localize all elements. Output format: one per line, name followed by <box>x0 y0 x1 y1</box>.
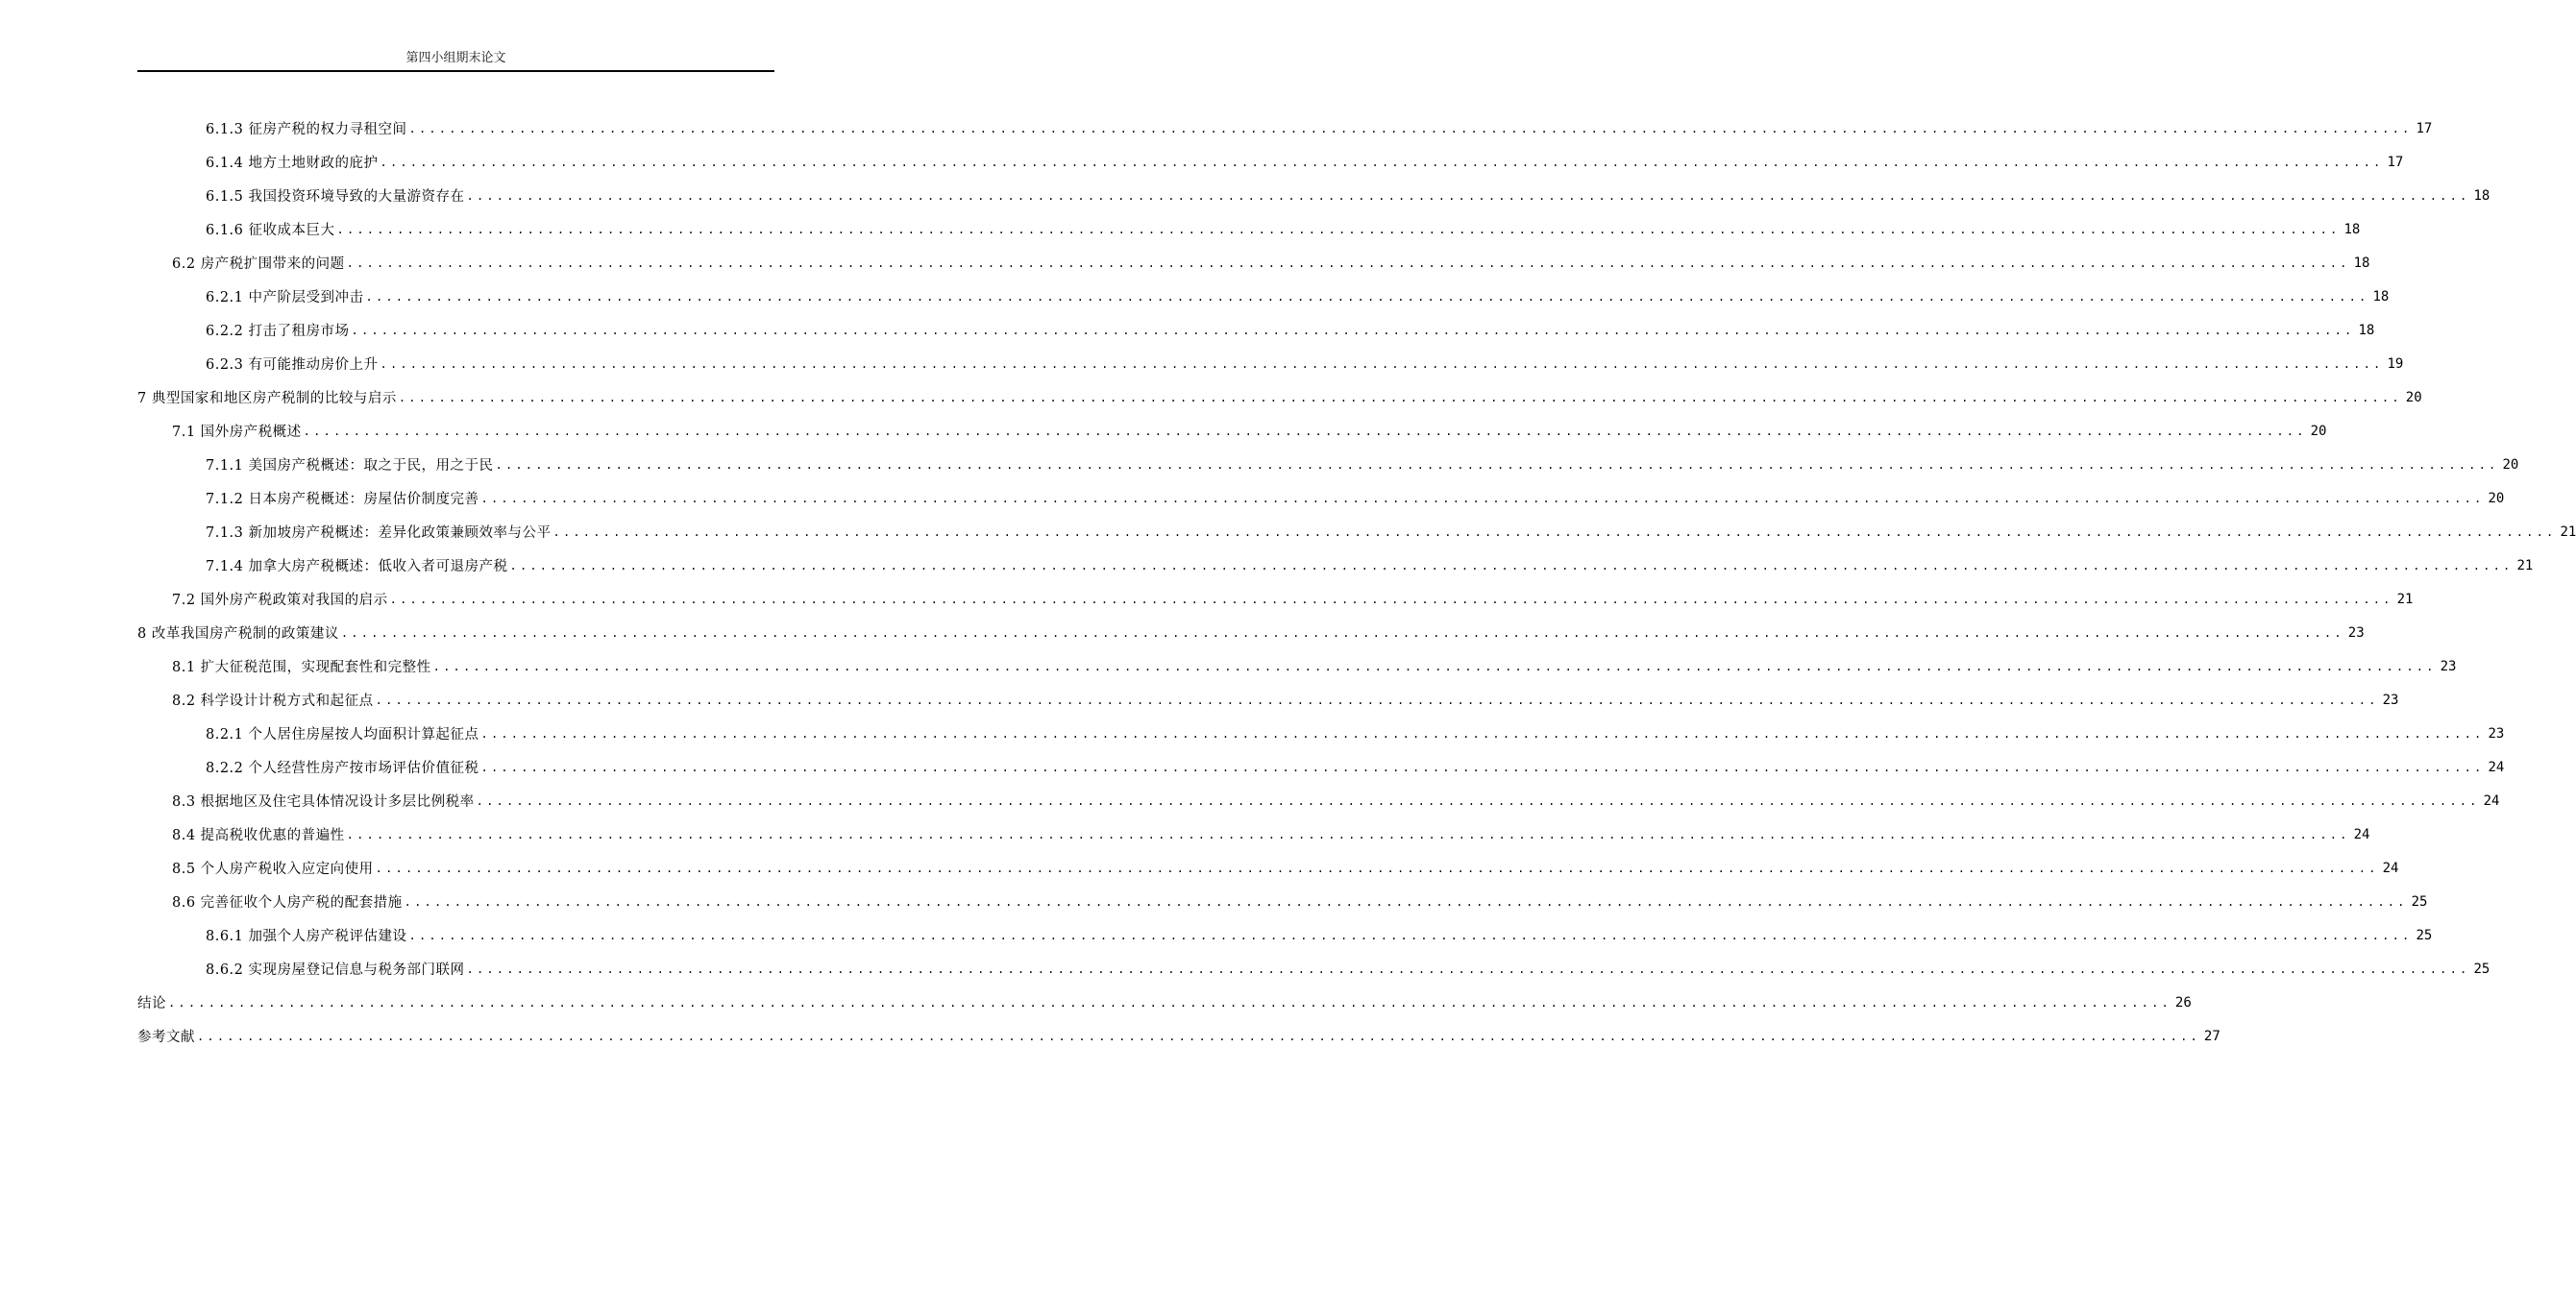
toc-entry[interactable] <box>137 280 2390 313</box>
toc-entry-page-number: 25 <box>2411 893 2428 910</box>
toc-entry-page-number: 25 <box>2416 927 2433 943</box>
toc-entry[interactable] <box>137 1019 2220 1053</box>
toc-entry-title: 7.1.2 日本房产税概述：房屋估价制度完善 <box>206 492 479 507</box>
toc-dot-leader: ........................................................................................................................................................................................................ <box>480 726 2485 741</box>
toc-entry-page-number: 24 <box>2353 826 2370 842</box>
toc-entry-page-number: 24 <box>2483 792 2500 809</box>
toc-entry-title: 6.2.2 打击了租房市场 <box>206 324 350 339</box>
toc-entry-page-number: 20 <box>2488 490 2505 506</box>
toc-entry-page-number: 20 <box>2310 423 2327 439</box>
toc-dot-leader: ........................................................................................................................................................................................................ <box>480 760 2485 774</box>
toc-entry-title: 6.1.5 我国投资环境导致的大量游资存在 <box>206 189 465 205</box>
toc-entry-title: 8.3 根据地区及住宅具体情况设计多层比例税率 <box>172 794 475 810</box>
toc-entry-page-number: 26 <box>2174 994 2192 1011</box>
toc-entry-title: 7.1.3 新加坡房产税概述：差异化政策兼顾效率与公平 <box>206 525 552 541</box>
toc-dot-leader: ........................................................................................................................................................................................................ <box>336 222 2341 236</box>
toc-entry[interactable] <box>137 683 2399 717</box>
toc-entry[interactable] <box>137 246 2370 280</box>
toc-entry-page-number: 21 <box>2396 591 2414 607</box>
toc-entry-title: 参考文献 <box>137 1030 195 1045</box>
toc-dot-leader: ........................................................................................................................................................................................................ <box>375 861 2379 875</box>
toc-entry-title: 8 改革我国房产税制的政策建议 <box>137 626 339 642</box>
toc-entry[interactable] <box>137 851 2399 885</box>
toc-entry[interactable] <box>137 212 2361 246</box>
toc-dot-leader: ........................................................................................................................................................................................................ <box>346 256 2350 270</box>
toc-entry[interactable] <box>137 717 2505 750</box>
toc-dot-leader: ........................................................................................................................................................................................................ <box>466 962 2470 976</box>
toc-dot-leader: ........................................................................................................................................................................................................ <box>303 424 2307 438</box>
toc-entry[interactable] <box>137 548 2534 582</box>
toc-entry[interactable] <box>137 515 2576 548</box>
toc-dot-leader: ........................................................................................................................................................................................................ <box>197 1029 2200 1043</box>
toc-dot-leader: ........................................................................................................................................................................................................ <box>476 793 2480 808</box>
toc-entry-title: 结论 <box>137 996 166 1011</box>
table-of-contents <box>137 111 2576 1053</box>
toc-entry-title: 6.2.3 有可能推动房价上升 <box>206 357 379 373</box>
toc-dot-leader: ........................................................................................................................................................................................................ <box>398 390 2402 404</box>
toc-entry[interactable] <box>137 649 2457 683</box>
toc-entry-page-number: 23 <box>2382 692 2399 708</box>
toc-dot-leader: ........................................................................................................................................................................................................ <box>404 894 2408 909</box>
toc-entry-title: 6.1.4 地方土地财政的庇护 <box>206 156 379 171</box>
toc-entry-page-number: 27 <box>2203 1028 2220 1044</box>
toc-entry-page-number: 20 <box>2502 456 2519 473</box>
toc-entry[interactable] <box>137 145 2404 179</box>
toc-entry-title: 7.1.4 加拿大房产税概述：低收入者可退房产税 <box>206 559 508 574</box>
toc-entry-title: 7 典型国家和地区房产税制的比较与启示 <box>137 391 397 406</box>
toc-entry-title: 7.2 国外房产税政策对我国的启示 <box>172 593 388 608</box>
toc-entry-title: 6.1.6 征收成本巨大 <box>206 223 335 238</box>
toc-entry-page-number: 18 <box>2358 322 2375 338</box>
toc-dot-leader: ........................................................................................................................................................................................................ <box>380 356 2384 371</box>
toc-entry-page-number: 24 <box>2488 759 2505 775</box>
toc-entry[interactable] <box>137 784 2500 817</box>
toc-entry[interactable] <box>137 347 2404 380</box>
toc-entry[interactable] <box>137 986 2192 1019</box>
toc-entry-page-number: 19 <box>2387 355 2404 372</box>
toc-entry[interactable] <box>137 918 2433 952</box>
toc-dot-leader: ........................................................................................................................................................................................................ <box>380 155 2384 169</box>
toc-entry-title: 8.2 科学设计计税方式和起征点 <box>172 694 374 709</box>
toc-dot-leader: ........................................................................................................................................................................................................ <box>340 625 2344 640</box>
toc-dot-leader: ........................................................................................................................................................................................................ <box>495 457 2499 472</box>
toc-entry-page-number: 18 <box>2343 221 2361 237</box>
toc-dot-leader: ........................................................................................................................................................................................................ <box>389 592 2393 606</box>
toc-dot-leader: ........................................................................................................................................................................................................ <box>466 188 2470 203</box>
toc-entry-title: 7.1.1 美国房产税概述：取之于民，用之于民 <box>206 458 494 474</box>
toc-entry-title: 8.2.2 个人经营性房产按市场评估价值征税 <box>206 761 479 776</box>
toc-entry-page-number: 20 <box>2405 389 2422 405</box>
toc-entry-page-number: 24 <box>2382 860 2399 876</box>
toc-entry-title: 6.1.3 征房产税的权力寻租空间 <box>206 122 407 137</box>
toc-entry-title: 8.4 提高税收优惠的普遍性 <box>172 828 345 843</box>
toc-entry[interactable] <box>137 885 2428 918</box>
toc-entry-page-number: 17 <box>2387 154 2404 170</box>
toc-dot-leader: ........................................................................................................................................................................................................ <box>346 827 2350 841</box>
toc-entry-page-number: 21 <box>2516 557 2534 573</box>
toc-entry[interactable] <box>137 111 2433 145</box>
toc-dot-leader: ........................................................................................................................................................................................................ <box>509 558 2514 572</box>
toc-entry[interactable] <box>137 952 2490 986</box>
toc-dot-leader: ........................................................................................................................................................................................................ <box>432 659 2437 673</box>
toc-dot-leader: ........................................................................................................................................................................................................ <box>480 491 2485 505</box>
toc-dot-leader: ........................................................................................................................................................................................................ <box>375 693 2379 707</box>
toc-entry-page-number: 23 <box>2347 624 2365 641</box>
toc-entry[interactable] <box>137 448 2519 481</box>
toc-entry[interactable] <box>137 380 2422 414</box>
page-header-title: 第四小组期末论文 <box>405 51 506 65</box>
toc-entry-title: 8.5 个人房产税收入应定向使用 <box>172 862 374 877</box>
toc-entry[interactable] <box>137 750 2505 784</box>
toc-entry-title: 8.6.1 加强个人房产税评估建设 <box>206 929 407 944</box>
toc-dot-leader: ........................................................................................................................................................................................................ <box>408 121 2413 135</box>
toc-entry[interactable] <box>137 582 2414 616</box>
toc-entry-title: 8.6.2 实现房屋登记信息与税务部门联网 <box>206 962 465 978</box>
toc-dot-leader: ........................................................................................................................................................................................................ <box>552 524 2557 539</box>
toc-entry-page-number: 25 <box>2473 961 2490 977</box>
toc-entry-page-number: 18 <box>2353 255 2370 271</box>
toc-entry-title: 6.2.1 中产阶层受到冲击 <box>206 290 364 305</box>
toc-entry-title: 8.1 扩大征税范围，实现配套性和完整性 <box>172 660 431 675</box>
toc-entry-title: 8.6 完善征收个人房产税的配套措施 <box>172 895 403 911</box>
header-divider <box>137 70 774 72</box>
toc-entry-title: 6.2 房产税扩围带来的问题 <box>172 256 345 272</box>
toc-entry[interactable] <box>137 414 2327 448</box>
toc-entry-page-number: 23 <box>2440 658 2457 674</box>
toc-entry-page-number: 21 <box>2560 524 2576 540</box>
toc-entry[interactable] <box>137 481 2505 515</box>
toc-dot-leader: ........................................................................................................................................................................................................ <box>408 928 2413 942</box>
toc-entry[interactable] <box>137 313 2375 347</box>
toc-entry-title: 8.2.1 个人居住房屋按人均面积计算起征点 <box>206 727 479 743</box>
toc-entry-page-number: 23 <box>2488 725 2505 742</box>
toc-entry[interactable] <box>137 817 2370 851</box>
toc-entry[interactable] <box>137 179 2490 212</box>
toc-entry-page-number: 18 <box>2372 288 2390 304</box>
toc-entry[interactable] <box>137 616 2365 649</box>
toc-dot-leader: ........................................................................................................................................................................................................ <box>365 289 2369 304</box>
toc-entry-title: 7.1 国外房产税概述 <box>172 425 302 440</box>
toc-entry-page-number: 18 <box>2473 187 2490 204</box>
toc-dot-leader: ........................................................................................................................................................................................................ <box>168 995 2171 1010</box>
toc-entry-page-number: 17 <box>2416 120 2433 136</box>
toc-dot-leader: ........................................................................................................................................................................................................ <box>351 323 2355 337</box>
